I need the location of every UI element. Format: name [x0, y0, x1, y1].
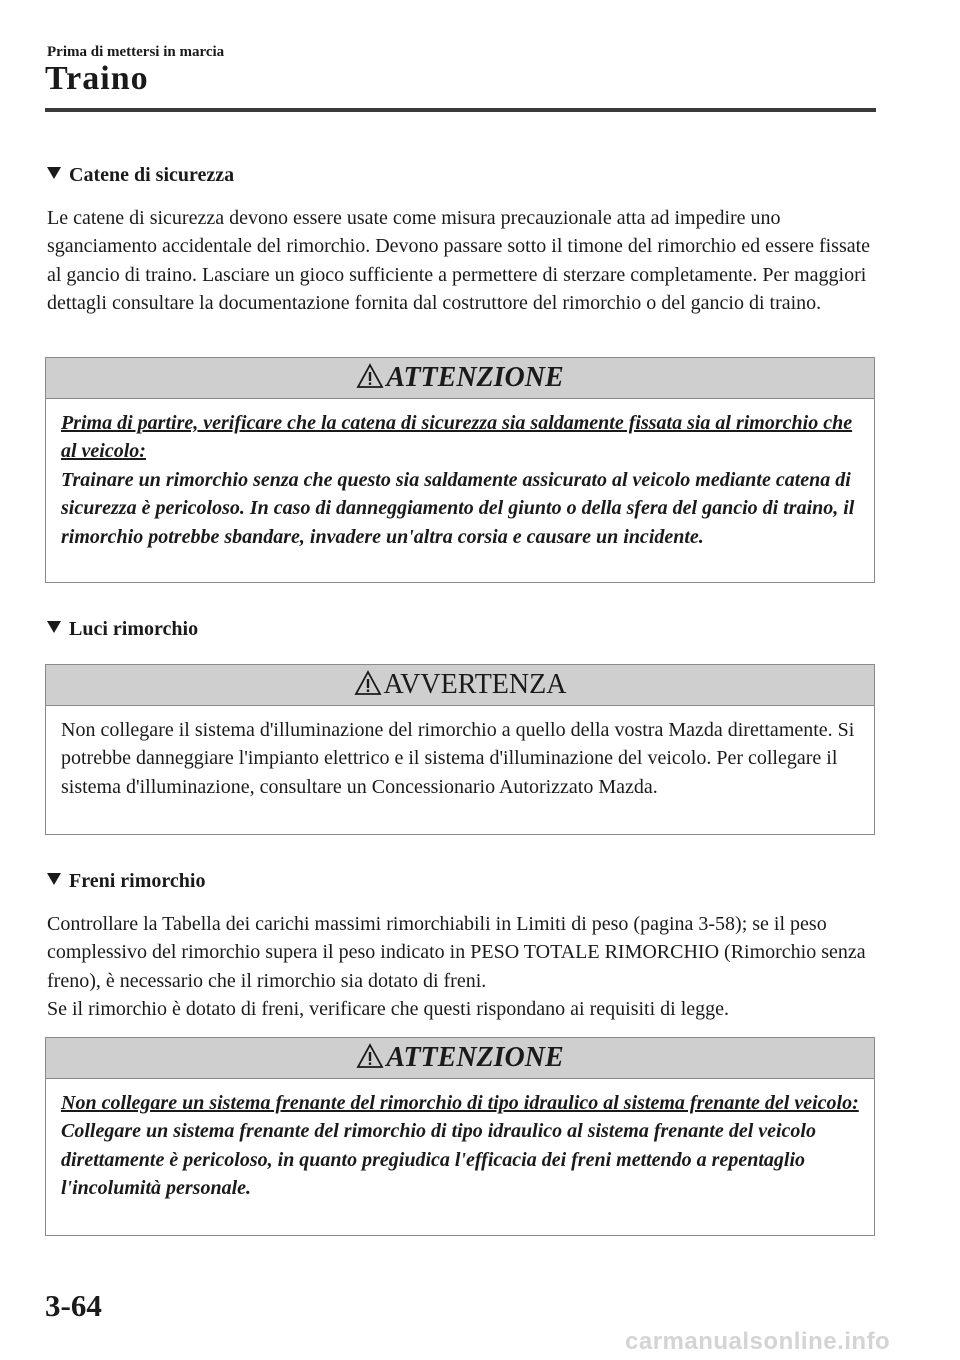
- caution-lead: Non collegare un sistema frenante del rimorchio di tipo idraulico al sistema frenante del veicolo:: [61, 1092, 859, 1114]
- heading-catene: Catene di sicurezza: [47, 164, 234, 187]
- caution-box-freni: [45, 1037, 875, 1236]
- warning-triangle-icon: [354, 668, 382, 708]
- caution-text: Collegare un sistema frenante del rimorchio di tipo idraulico al sistema frenante del veicolo direttamente è pericoloso, in quanto pregiudica l'efficacia dei freni mettendo a repentaglio l'incolumità personale.: [61, 1120, 816, 1200]
- page-number: 3-64: [45, 1288, 102, 1323]
- paragraph-catene: Le catene di sicurezza devono essere usate come misura precauzionale atta ad impedire uno sganciamento accidentale del rimorchio. Devono passare sotto il timone del rimorchio ed essere fissate al gancio di traino. Lasciare un gioco sufficiente a permettere di sterzare completamente. Per maggiori dettagli consultare la documentazione fornita dal costruttore del rimorchio o del gancio di traino.: [47, 207, 871, 315]
- section-label: Prima di mettersi in marcia: [47, 44, 225, 60]
- warning-triangle-icon: [356, 1041, 384, 1081]
- warning-box-luci: [45, 664, 875, 835]
- caution-box-header: ATTENZIONE: [46, 358, 874, 399]
- caution-box-body: [46, 399, 874, 563]
- triangle-down-icon: [47, 167, 61, 179]
- warning-box-header: AVVERTENZA: [46, 665, 874, 706]
- heading-freni: Freni rimorchio: [47, 870, 205, 893]
- header-rule: [45, 108, 876, 112]
- warning-box-body: Non collegare il sistema d'illuminazione del rimorchio a quello della vostra Mazda direttamente. Si potrebbe danneggiare l'impianto elettrico e il sistema d'illuminazione del veicolo. Per collegare il sistema d'illuminazione, consultare un Concessionario Autorizzato Mazda.: [61, 719, 855, 798]
- chapter-title: Traino: [45, 60, 149, 97]
- warning-triangle-icon: [356, 361, 384, 401]
- triangle-down-icon: [47, 621, 61, 633]
- caution-text: Trainare un rimorchio senza che questo sia saldamente assicurato al veicolo mediante catena di sicurezza è pericoloso. In caso di danneggiamento del giunto o della sfera del gancio di traino, il rimorchio potrebbe sbandare, invadere un'altra corsia e causare un incidente.: [61, 468, 855, 548]
- watermark: carmanualsonline.info: [625, 1328, 891, 1355]
- caution-lead: Prima di partire, verificare che la catena di sicurezza sia saldamente fissata sia al rimorchio che al veicolo:: [61, 412, 853, 463]
- caution-box-body: [46, 1079, 874, 1215]
- paragraph-freni: Controllare la Tabella dei carichi massimi rimorchiabili in Limiti di peso (pagina 3-58); se il peso complessivo del rimorchio supera il peso indicato in PESO TOTALE RIMORCHIO (Rimorchio senza freno), è necessario che il rimorchio sia dotato di freni. Se il rimorchio è dotato di freni, verificare che questi rispondano ai requisiti di legge.: [47, 913, 866, 1021]
- caution-box-catena: [45, 357, 875, 583]
- caution-box-header: ATTENZIONE: [46, 1038, 874, 1079]
- heading-luci: Luci rimorchio: [47, 618, 198, 641]
- triangle-down-icon: [47, 873, 61, 885]
